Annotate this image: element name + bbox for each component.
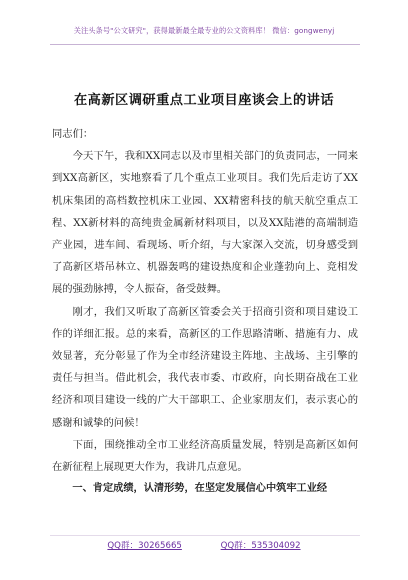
footer-qq-group-2[interactable]: QQ群：535304092 bbox=[220, 541, 301, 551]
footer-divider bbox=[50, 535, 360, 536]
salutation: 同志们： bbox=[52, 128, 94, 140]
footer bbox=[0, 539, 408, 551]
paragraph-3: 下面，围绕推动全市工业经济高质量发展，特别是高新区如何在新征程上展现更大作为，我讲几点意见。 bbox=[52, 438, 358, 474]
document-body bbox=[52, 123, 358, 500]
footer-qq-group-1[interactable]: QQ群：30265665 bbox=[107, 541, 182, 551]
header-divider bbox=[50, 44, 360, 45]
section-heading: 一、肯定成绩，认清形势，在坚定发展信心中筑牢工业经 bbox=[72, 483, 328, 495]
paragraph-1: 今天下午，我和XX同志以及市里相关部门的负责同志，一同来到XX高新区，实地察看了几个重点工业项目。我们先后走访了XX机床集团的高档数控机床工业园、XX精密科技的航天航空重点工程、XX新材料的高纯贵金属新材料项目，以及XX陆港的高端制造产业园，进车间、看现场、听介绍，与大家深入交流，切身感受到了高新区塔吊林立、机器轰鸣的建设热度和企业蓬勃向上、竞相发展的强劲脉搏，令人振奋，备受鼓舞。 bbox=[52, 150, 358, 296]
paragraph-2: 刚才，我们又听取了高新区管委会关于招商引资和项目建设工作的详细汇报。总的来看，高新区的工作思路清晰、措施有力、成效显著，充分彰显了作为全市经济建设主阵地、主战场、主引擎的责任与担当。借此机会，我代表市委、市政府，向长期奋战在工业经济和项目建设一线的广大干部职工、企业家朋友们，表示衷心的感谢和诚挚的问候！ bbox=[52, 305, 358, 429]
header-banner[interactable]: 关注头条号"公文研究"，获得最新最全最专业的公文资料库！ 微信：gongwenyj bbox=[73, 26, 335, 35]
document-title: 在高新区调研重点工业项目座谈会上的讲话 bbox=[73, 93, 335, 108]
